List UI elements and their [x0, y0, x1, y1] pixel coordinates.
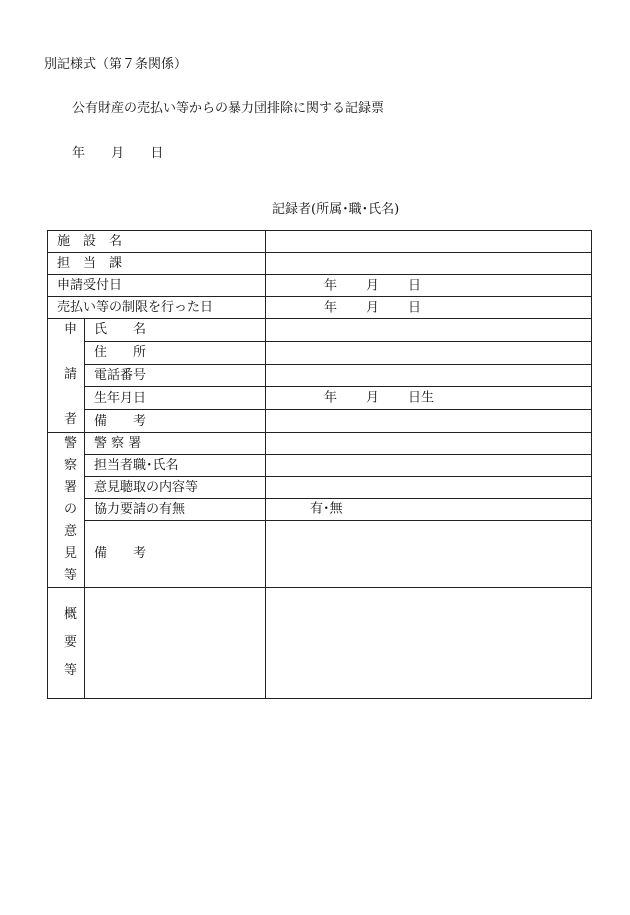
- table-row: [48, 297, 592, 319]
- table-row: [48, 364, 592, 387]
- form-reference: 別記様式（第７条関係）: [44, 57, 188, 72]
- side-char: 申: [63, 322, 77, 337]
- document-date: [72, 147, 185, 160]
- month-label: 月: [366, 390, 380, 406]
- side-char: 意: [63, 523, 77, 539]
- table-row: [48, 454, 592, 476]
- police-side-label: [48, 432, 85, 587]
- side-char: 概: [63, 606, 77, 622]
- yes-no-label: 有･無: [310, 501, 343, 517]
- document-title: 公有財産の売払い等からの暴力団排除に関する記録票: [72, 101, 385, 116]
- police-station-value[interactable]: [266, 432, 592, 454]
- applicant-name-label: 氏 名: [85, 319, 266, 342]
- application-date-label: 申請受付日: [48, 275, 266, 297]
- applicant-birthdate-label: 生年月日: [85, 387, 266, 410]
- hearing-content-label: 意見聴取の内容等: [85, 476, 266, 498]
- applicant-phone-label: 電話番号: [85, 364, 266, 387]
- date-day-label: 日: [150, 146, 164, 161]
- summary-label-blank: [85, 587, 266, 698]
- table-row: [48, 410, 592, 433]
- application-date-value[interactable]: [266, 275, 592, 297]
- year-label: 年: [324, 390, 338, 406]
- day-label: 日: [408, 278, 422, 293]
- date-year-label: 年: [72, 146, 86, 161]
- table-row: [48, 275, 592, 297]
- police-officer-label: 担当者職･氏名: [85, 454, 266, 476]
- month-label: 月: [366, 278, 380, 293]
- applicant-address-label: 住 所: [85, 341, 266, 364]
- applicant-phone-value[interactable]: [266, 364, 592, 387]
- month-label: 月: [366, 300, 380, 315]
- applicant-remarks-label: 備 考: [85, 410, 266, 433]
- applicant-side-label: [48, 319, 85, 433]
- table-row: [48, 520, 592, 587]
- day-label: 日: [408, 300, 422, 315]
- table-row: [48, 498, 592, 520]
- facility-label: 施 設 名: [48, 231, 266, 253]
- applicant-remarks-value[interactable]: [266, 410, 592, 433]
- summary-side-label: [48, 587, 85, 698]
- side-char: 警: [63, 435, 77, 451]
- cooperation-request-value[interactable]: [266, 498, 592, 520]
- summary-value[interactable]: [266, 587, 592, 698]
- table-row: [48, 231, 592, 253]
- table-row: [48, 319, 592, 342]
- side-char: 者: [63, 412, 77, 428]
- police-station-label: 警 察 署: [85, 432, 266, 454]
- side-char: 見: [63, 545, 77, 561]
- record-table: [47, 230, 592, 699]
- department-label: 担 当 課: [48, 253, 266, 275]
- side-char: 署: [63, 479, 77, 495]
- side-char: 察: [63, 457, 77, 473]
- police-remarks-label: 備 考: [85, 520, 266, 587]
- birth-day-label: 日生: [408, 390, 435, 406]
- applicant-address-value[interactable]: [266, 341, 592, 364]
- police-officer-value[interactable]: [266, 454, 592, 476]
- table-row: [48, 253, 592, 275]
- side-char: 要: [63, 634, 77, 650]
- table-row: [48, 341, 592, 364]
- side-char: の: [63, 501, 77, 517]
- applicant-name-value[interactable]: [266, 319, 592, 342]
- recorder-label: 記録者(所属･職･氏名): [272, 202, 400, 217]
- hearing-content-value[interactable]: [266, 476, 592, 498]
- facility-value[interactable]: [266, 231, 592, 253]
- applicant-birthdate-value[interactable]: [266, 387, 592, 410]
- cooperation-request-label: 協力要請の有無: [85, 498, 266, 520]
- year-label: 年: [324, 278, 338, 293]
- year-label: 年: [324, 300, 338, 315]
- side-char: 請: [63, 367, 77, 383]
- date-month-label: 月: [111, 146, 125, 161]
- side-char: 等: [63, 662, 77, 678]
- police-remarks-value[interactable]: [266, 520, 592, 587]
- table-row: [48, 432, 592, 454]
- restriction-date-label: 売払い等の制限を行った日: [48, 297, 266, 319]
- table-row: [48, 476, 592, 498]
- table-row: [48, 387, 592, 410]
- department-value[interactable]: [266, 253, 592, 275]
- side-char: 等: [63, 567, 77, 583]
- restriction-date-value[interactable]: [266, 297, 592, 319]
- table-row: [48, 587, 592, 698]
